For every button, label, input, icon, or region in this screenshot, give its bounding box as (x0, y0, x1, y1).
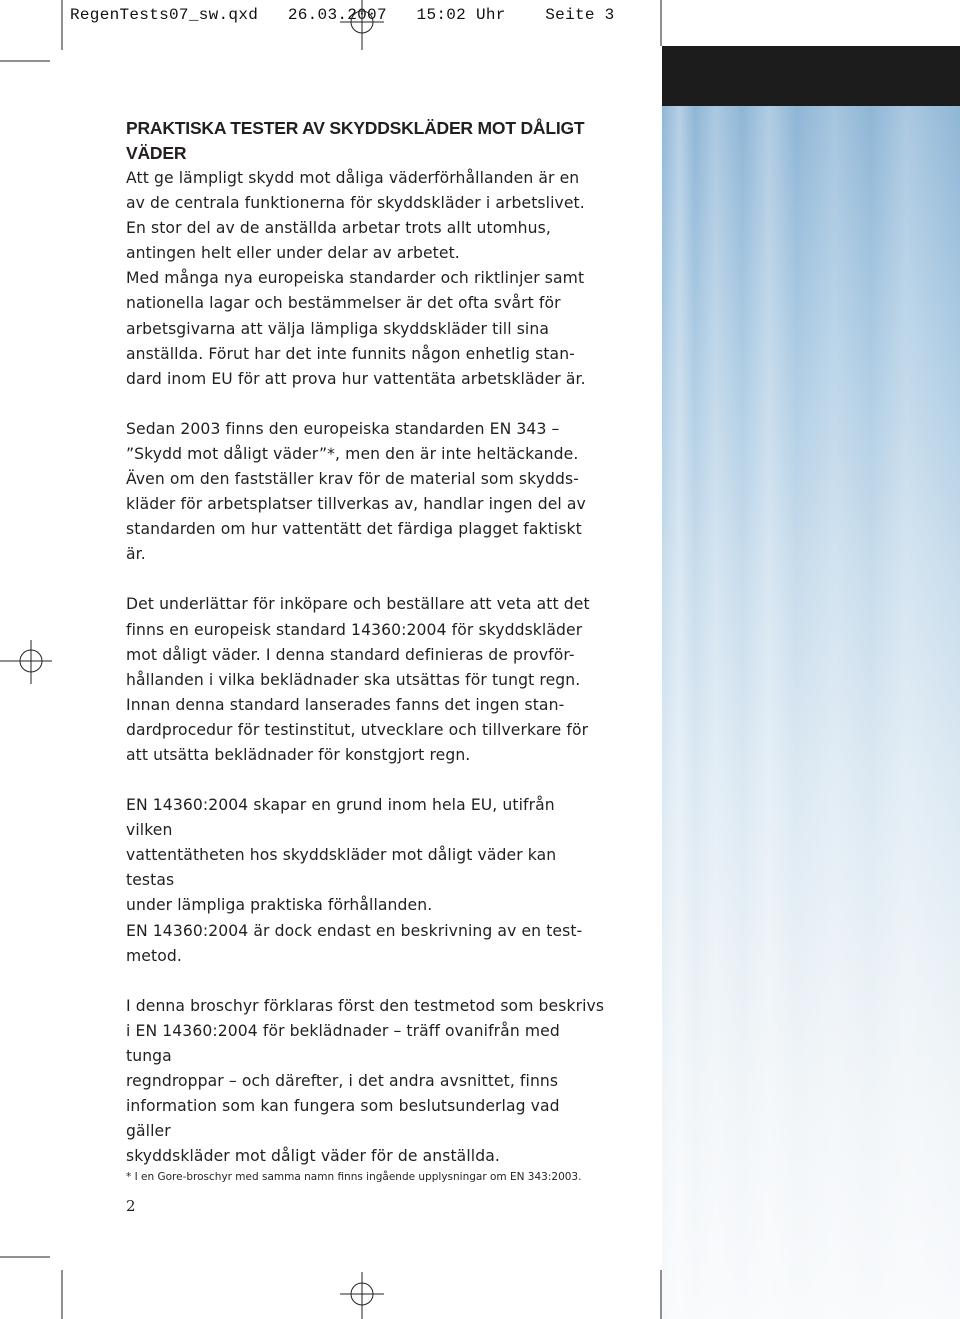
text-line: att utsätta beklädnader för konstgjort regn. (126, 745, 471, 764)
text-line: EN 14360:2004 är dock endast en beskrivning av en test- (126, 921, 583, 940)
text-line: Att ge lämpligt skydd mot dåliga väderförhållanden är en (126, 169, 580, 187)
text-line: kläder för arbetsplatser tillverkas av, handlar ingen del av (126, 495, 586, 514)
blurred-background-image (662, 106, 960, 1319)
text-line: i EN 14360:2004 för beklädnader – träff ovanifrån med tunga (126, 1021, 560, 1065)
text-line: Även om den fastställer krav för de material som skydds- (126, 470, 579, 489)
paragraph-en14360-standard (126, 592, 606, 768)
text-line: En stor del av de anställda arbetar trots allt utomhus, (126, 219, 551, 238)
text-line: arbetsgivarna att välja lämpliga skyddskläder till sina (126, 319, 549, 338)
text-line: dard inom EU för att prova hur vattentäta arbetskläder är. (126, 369, 586, 388)
text-line: Innan denna standard lanserades fanns det ingen stan- (126, 695, 565, 714)
text-line: Sedan 2003 finns den europeiska standarden EN 343 – (126, 419, 560, 438)
page-number: 2 (126, 1197, 136, 1215)
text-line: information som kan fungera som beslutsunderlag vad gäller (126, 1097, 560, 1141)
article-body (126, 116, 606, 1169)
article-heading: PRAKTISKA TESTER AV SKYDDSKLÄDER MOT DÅLIGT VÄDER (126, 118, 585, 163)
text-line: av de centrala funktionerna för skyddskläder i arbetslivet. (126, 194, 585, 213)
text-line: I denna broschyr förklaras först den testmetod som beskrivs (126, 996, 605, 1015)
text-line: anställda. Förut har det inte funnits någon enhetlig stan- (126, 344, 575, 363)
text-line: finns en europeisk standard 14360:2004 för skyddskläder (126, 620, 583, 639)
text-line: EN 14360:2004 skapar en grund inom hela EU, utifrån vilken (126, 796, 555, 840)
paragraph-brochure-overview (126, 994, 606, 1170)
text-line: Det underlättar för inköpare och beställare att veta att det (126, 595, 590, 614)
text-line: under lämpliga praktiska förhållanden. (126, 896, 433, 915)
text-line: mot dåligt väder. I denna standard definieras de provför- (126, 645, 575, 664)
paragraph-en343 (126, 417, 606, 568)
text-line: vattentätheten hos skyddskläder mot dåligt väder kan testas (126, 846, 557, 890)
text-line: regndroppar – och därefter, i det andra avsnittet, finns (126, 1072, 559, 1090)
text-line: standarden om hur vattentätt det färdiga plagget faktiskt är. (126, 520, 582, 564)
text-line: nationella lagar och bestämmelser är det ofta svårt för (126, 294, 561, 313)
paragraph-intro (126, 166, 606, 392)
text-line: dardprocedur för testinstitut, utvecklare och tillverkare för (126, 720, 589, 739)
text-line: Med många nya europeiska standarder och riktlinjer samt (126, 269, 585, 288)
print-slug: RegenTests07_sw.qxd 26.03.2007 15:02 Uhr Seite 3 (70, 6, 615, 24)
text-line: metod. (126, 946, 182, 965)
text-line: skyddskläder mot dåligt väder för de anställda. (126, 1147, 500, 1166)
registration-mark-left (0, 640, 52, 684)
footnote: * I en Gore-broschyr med samma namn finns ingående upplysningar om EN 343:2003. (126, 1171, 582, 1183)
text-line: ”Skydd mot dåligt väder”*, men den är inte heltäckande. (126, 444, 579, 463)
registration-mark-top (340, 0, 384, 50)
paragraph-en14360-basis (126, 793, 606, 969)
text-line: hållanden i vilka beklädnader ska utsättas för tungt regn. (126, 670, 581, 689)
side-photo-panel (662, 46, 960, 1319)
text-line: antingen helt eller under delar av arbetet. (126, 244, 460, 263)
black-header-bar (662, 46, 960, 106)
registration-mark-bottom (340, 1272, 384, 1319)
